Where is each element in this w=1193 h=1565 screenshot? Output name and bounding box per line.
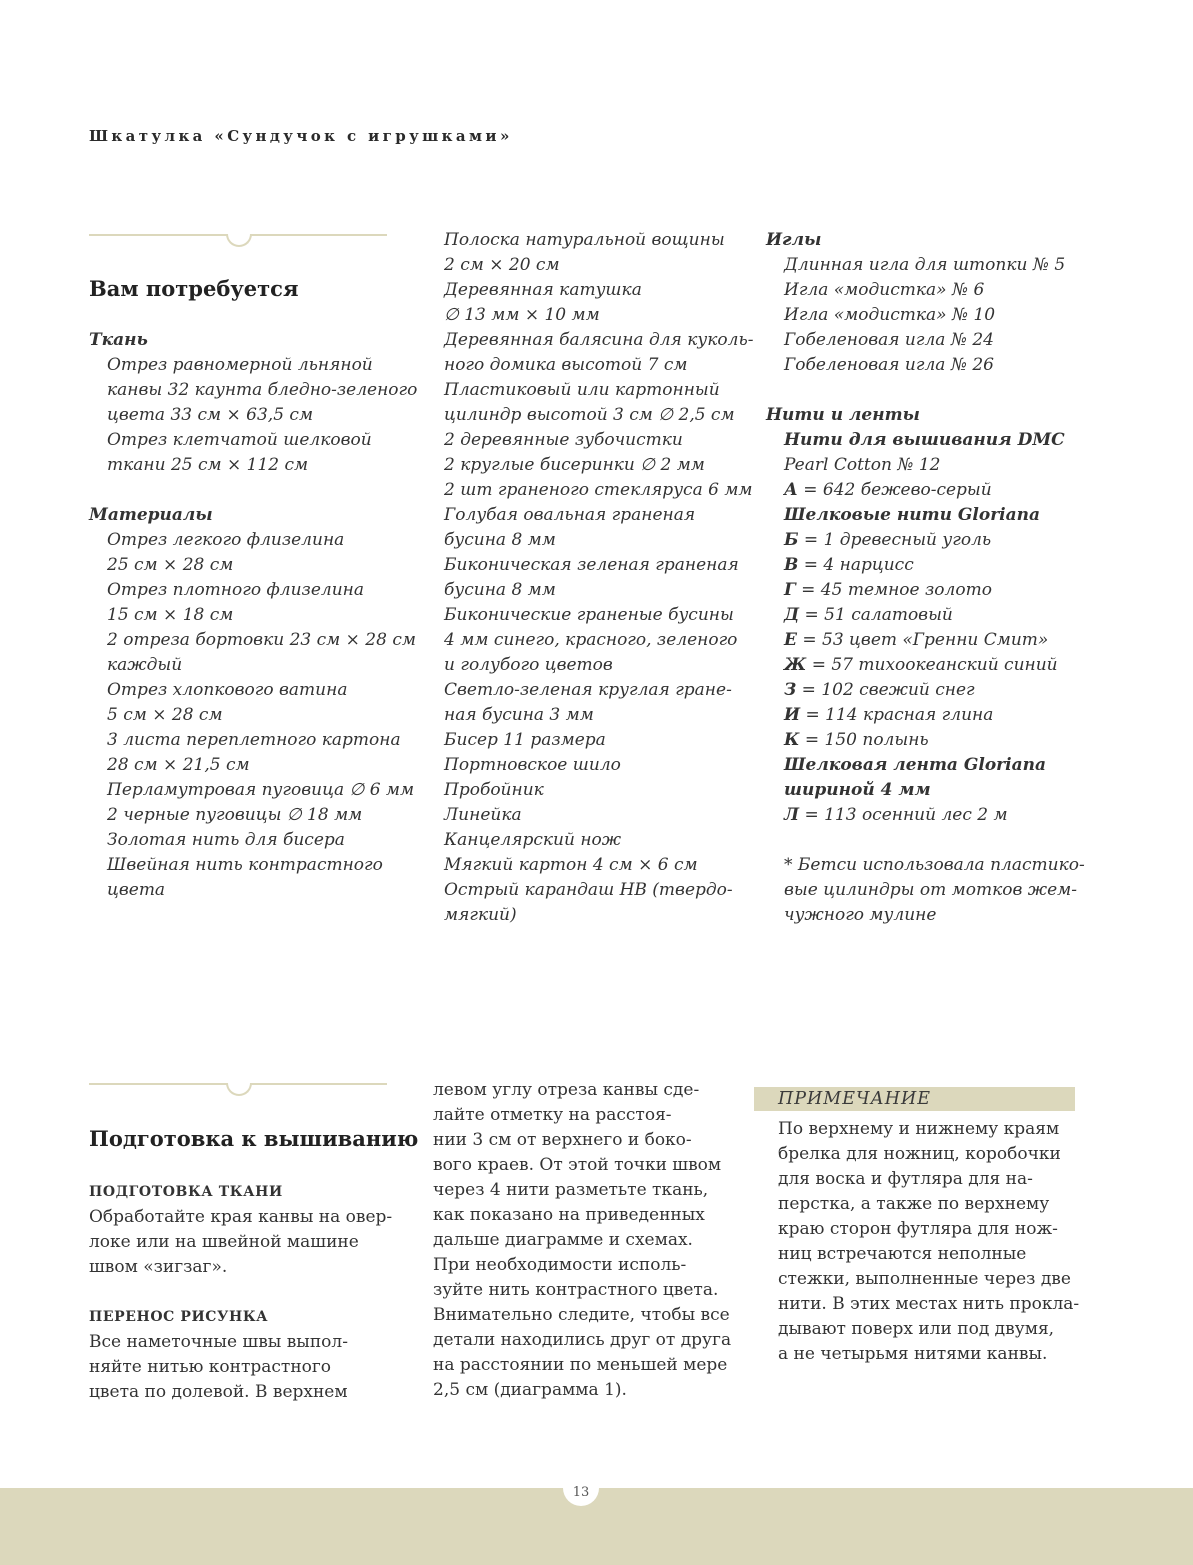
page-number: 13 <box>572 1485 590 1500</box>
blank-line <box>89 1280 409 1305</box>
list-item: цилиндр высотой 3 см ∅ 2,5 см <box>444 405 735 425</box>
list-item: бусина 8 мм <box>444 580 556 600</box>
list-item: Голубая овальная граненая <box>444 505 696 525</box>
preparation-column-1 <box>89 1125 419 1405</box>
category-heading: Иглы <box>766 230 822 250</box>
blank-line <box>766 378 1086 403</box>
thread-color-entry <box>766 653 1086 678</box>
list-item: чужного мулине <box>784 905 937 925</box>
note-line: а не четырьмя нитями канвы. <box>778 1344 1048 1364</box>
list-item: Pearl Cotton № 12 <box>784 455 941 475</box>
list-item: цвета 33 см × 63,5 см <box>107 405 314 425</box>
list-item: Отрез хлопкового ватина <box>107 680 348 700</box>
paragraph-line: цвета по долевой. В верхнем <box>89 1382 348 1402</box>
thread-color-name: = 1 древесный уголь <box>798 530 992 550</box>
note-body <box>778 1117 1078 1367</box>
list-item: Пробойник <box>444 780 544 800</box>
paragraph-line: Обработайте края канвы на овер- <box>89 1207 393 1227</box>
paragraph-line: лайте отметку на расстоя- <box>433 1105 672 1125</box>
materials-list-2 <box>444 228 754 928</box>
paragraph-line: детали находились друг от друга <box>433 1330 732 1350</box>
list-item: 4 мм синего, красного, зеленого <box>444 630 738 650</box>
paragraph-line: Все наметочные швы выпол- <box>89 1332 348 1352</box>
thread-color-name: = 51 салатовый <box>799 605 953 625</box>
list-item: каждый <box>107 655 183 675</box>
list-item: ного домика высотой 7 см <box>444 355 688 375</box>
preparation-column-2 <box>433 1078 743 1403</box>
thread-color-name: = 102 свежий снег <box>796 680 975 700</box>
divider-notch-preparation <box>226 1083 252 1096</box>
materials-list-3 <box>766 228 1086 928</box>
paragraph-line: через 4 нити разметьте ткань, <box>433 1180 709 1200</box>
list-item: Канцелярский нож <box>444 830 622 850</box>
thread-color-name: = 4 нарцисс <box>798 555 914 575</box>
list-item: Отрез легкого флизелина <box>107 530 345 550</box>
note-text <box>778 1117 1078 1367</box>
list-item: ∅ 13 мм × 10 мм <box>444 305 600 325</box>
list-item: Гобеленовая игла № 26 <box>784 355 994 375</box>
thread-brand: Шелковая лента Gloriana <box>784 755 1046 775</box>
subsection-heading: ПЕРЕНОС РИСУНКА <box>89 1309 269 1325</box>
thread-color-entry <box>766 578 1086 603</box>
list-item: Бисер 11 размера <box>444 730 606 750</box>
note-line: брелка для ножниц, коробочки <box>778 1144 1061 1164</box>
paragraph-line: швом «зигзаг». <box>89 1257 228 1277</box>
note-title: ПРИМЕЧАНИЕ <box>778 1089 932 1109</box>
thread-color-name: = 150 полынь <box>799 730 929 750</box>
paragraph-line: Внимательно следите, чтобы все <box>433 1305 730 1325</box>
note-line: краю сторон футляра для нож- <box>778 1219 1058 1239</box>
list-item: 3 листа переплетного картона <box>107 730 401 750</box>
paragraph-line: няйте нитью контрастного <box>89 1357 332 1377</box>
list-item: Деревянная катушка <box>444 280 642 300</box>
thread-color-entry <box>766 528 1086 553</box>
divider-notch-materials <box>226 234 252 247</box>
thread-code: В <box>784 555 799 575</box>
materials-column-2 <box>444 228 754 928</box>
list-item: цвета <box>107 880 166 900</box>
section-heading-preparation: Подготовка к вышиванию <box>89 1126 419 1151</box>
thread-color-entry <box>766 703 1086 728</box>
thread-color-entry <box>766 603 1086 628</box>
note-line: дывают поверх или под двумя, <box>778 1319 1055 1339</box>
note-line: перстка, а также по верхнему <box>778 1194 1050 1214</box>
list-item: 2 деревянные зубочистки <box>444 430 683 450</box>
thread-code: Г <box>784 580 796 600</box>
list-item: 25 см × 28 см <box>107 555 234 575</box>
thread-color-entry <box>766 628 1086 653</box>
subsection-heading: ПОДГОТОВКА ТКАНИ <box>89 1184 283 1200</box>
blank-line <box>766 828 1086 853</box>
list-item: Биконические граненые бусины <box>444 605 734 625</box>
list-item: 2 шт граненого стекляруса 6 мм <box>444 480 753 500</box>
thread-color-entry <box>766 478 1086 503</box>
paragraph-line: как показано на приведенных <box>433 1205 705 1225</box>
list-item: Портновское шило <box>444 755 621 775</box>
paragraph-line: левом углу отреза канвы сде- <box>433 1080 700 1100</box>
list-item: Игла «модистка» № 10 <box>784 305 996 325</box>
list-item: Золотая нить для бисера <box>107 830 345 850</box>
paragraph-line: 2,5 см (диаграмма 1). <box>433 1380 627 1400</box>
list-item: мягкий) <box>444 905 517 925</box>
list-item: Гобеленовая игла № 24 <box>784 330 994 350</box>
note-line: стежки, выполненные через две <box>778 1269 1071 1289</box>
thread-code: А <box>784 480 798 500</box>
list-item: 5 см × 28 см <box>107 705 223 725</box>
thread-code: Д <box>784 605 800 625</box>
paragraph-line: нии 3 см от верхнего и боко- <box>433 1130 692 1150</box>
category-heading: Материалы <box>89 505 213 525</box>
list-item: Мягкий картон 4 см × 6 см <box>444 855 698 875</box>
thread-color-name: = 45 темное золото <box>795 580 992 600</box>
thread-code: Л <box>784 805 800 825</box>
list-item: Биконическая зеленая граненая <box>444 555 739 575</box>
note-line: ниц встречаются неполные <box>778 1244 1027 1264</box>
list-item: Светло-зеленая круглая гране- <box>444 680 732 700</box>
thread-color-name: = 53 цвет «Гренни Смит» <box>796 630 1049 650</box>
list-item: ная бусина 3 мм <box>444 705 594 725</box>
list-item: * Бетси использовала пластико- <box>784 855 1085 875</box>
section-heading-materials: Вам потребуется <box>89 276 299 301</box>
paragraph-line: зуйте нить контрастного цвета. <box>433 1280 719 1300</box>
materials-column-1 <box>89 275 418 903</box>
list-item: 28 см × 21,5 см <box>107 755 250 775</box>
list-item: канвы 32 каунта бледно-зеленого <box>107 380 418 400</box>
thread-code: К <box>784 730 800 750</box>
thread-brand: Нити для вышивания DMC <box>784 430 1065 450</box>
list-item: Перламутровая пуговица ∅ 6 мм <box>107 780 415 800</box>
paragraph-line: При необходимости исполь- <box>433 1255 687 1275</box>
list-item: Отрез клетчатой шелковой <box>107 430 372 450</box>
list-item: Линейка <box>444 805 522 825</box>
list-item: Длинная игла для штопки № 5 <box>784 255 1066 275</box>
thread-brand: Шелковые нити Gloriana <box>784 505 1040 525</box>
list-item: Полоска натуральной вощины <box>444 230 725 250</box>
thread-color-name: = 57 тихоокеанский синий <box>806 655 1058 675</box>
list-item: бусина 8 мм <box>444 530 556 550</box>
preparation-text-2 <box>433 1078 743 1403</box>
paragraph-line: локе или на швейной машине <box>89 1232 359 1252</box>
thread-color-name: = 113 осенний лес 2 м <box>799 805 1008 825</box>
list-item: Острый карандаш HB (твердо- <box>444 880 733 900</box>
list-item: Деревянная балясина для куколь- <box>444 330 754 350</box>
note-line: По верхнему и нижнему краям <box>778 1119 1060 1139</box>
list-item: 2 черные пуговицы ∅ 18 мм <box>107 805 363 825</box>
note-line: для воска и футляра для на- <box>778 1169 1033 1189</box>
running-head: Шкатулка «Сундучок с игрушками» <box>89 127 513 145</box>
list-item: Швейная нить контрастного <box>107 855 383 875</box>
thread-code: Ж <box>784 655 807 675</box>
list-item: Игла «модистка» № 6 <box>784 280 985 300</box>
thread-code: З <box>784 680 797 700</box>
thread-brand: шириной 4 мм <box>784 780 931 800</box>
materials-list-1 <box>89 328 418 903</box>
preparation-text-1 <box>89 1180 409 1405</box>
list-item: 2 отреза бортовки 23 см × 28 см <box>107 630 416 650</box>
thread-code: Е <box>784 630 797 650</box>
list-item: Отрез равномерной льняной <box>107 355 373 375</box>
thread-color-name: = 114 красная глина <box>800 705 994 725</box>
paragraph-line: вого краев. От этой точки швом <box>433 1155 722 1175</box>
list-item: и голубого цветов <box>444 655 613 675</box>
thread-code: И <box>784 705 801 725</box>
list-item: 2 см × 20 см <box>444 255 560 275</box>
category-heading: Ткань <box>89 330 148 350</box>
thread-code: Б <box>784 530 799 550</box>
note-line: нити. В этих местах нить прокла- <box>778 1294 1080 1314</box>
list-item: ткани 25 см × 112 см <box>107 455 309 475</box>
thread-color-entry <box>766 803 1086 828</box>
thread-color-entry <box>766 553 1086 578</box>
thread-color-entry <box>766 678 1086 703</box>
thread-color-entry <box>766 728 1086 753</box>
list-item: Пластиковый или картонный <box>444 380 720 400</box>
category-heading: Нити и ленты <box>766 405 920 425</box>
list-item: Отрез плотного флизелина <box>107 580 364 600</box>
materials-column-3 <box>766 228 1086 928</box>
thread-color-name: = 642 бежево-серый <box>797 480 992 500</box>
blank-line <box>89 478 409 503</box>
paragraph-line: на расстоянии по меньшей мере <box>433 1355 728 1375</box>
paragraph-line: дальше диаграмме и схемах. <box>433 1230 693 1250</box>
list-item: вые цилиндры от мотков жем- <box>784 880 1078 900</box>
list-item: 2 круглые бисеринки ∅ 2 мм <box>444 455 705 475</box>
list-item: 15 см × 18 см <box>107 605 234 625</box>
